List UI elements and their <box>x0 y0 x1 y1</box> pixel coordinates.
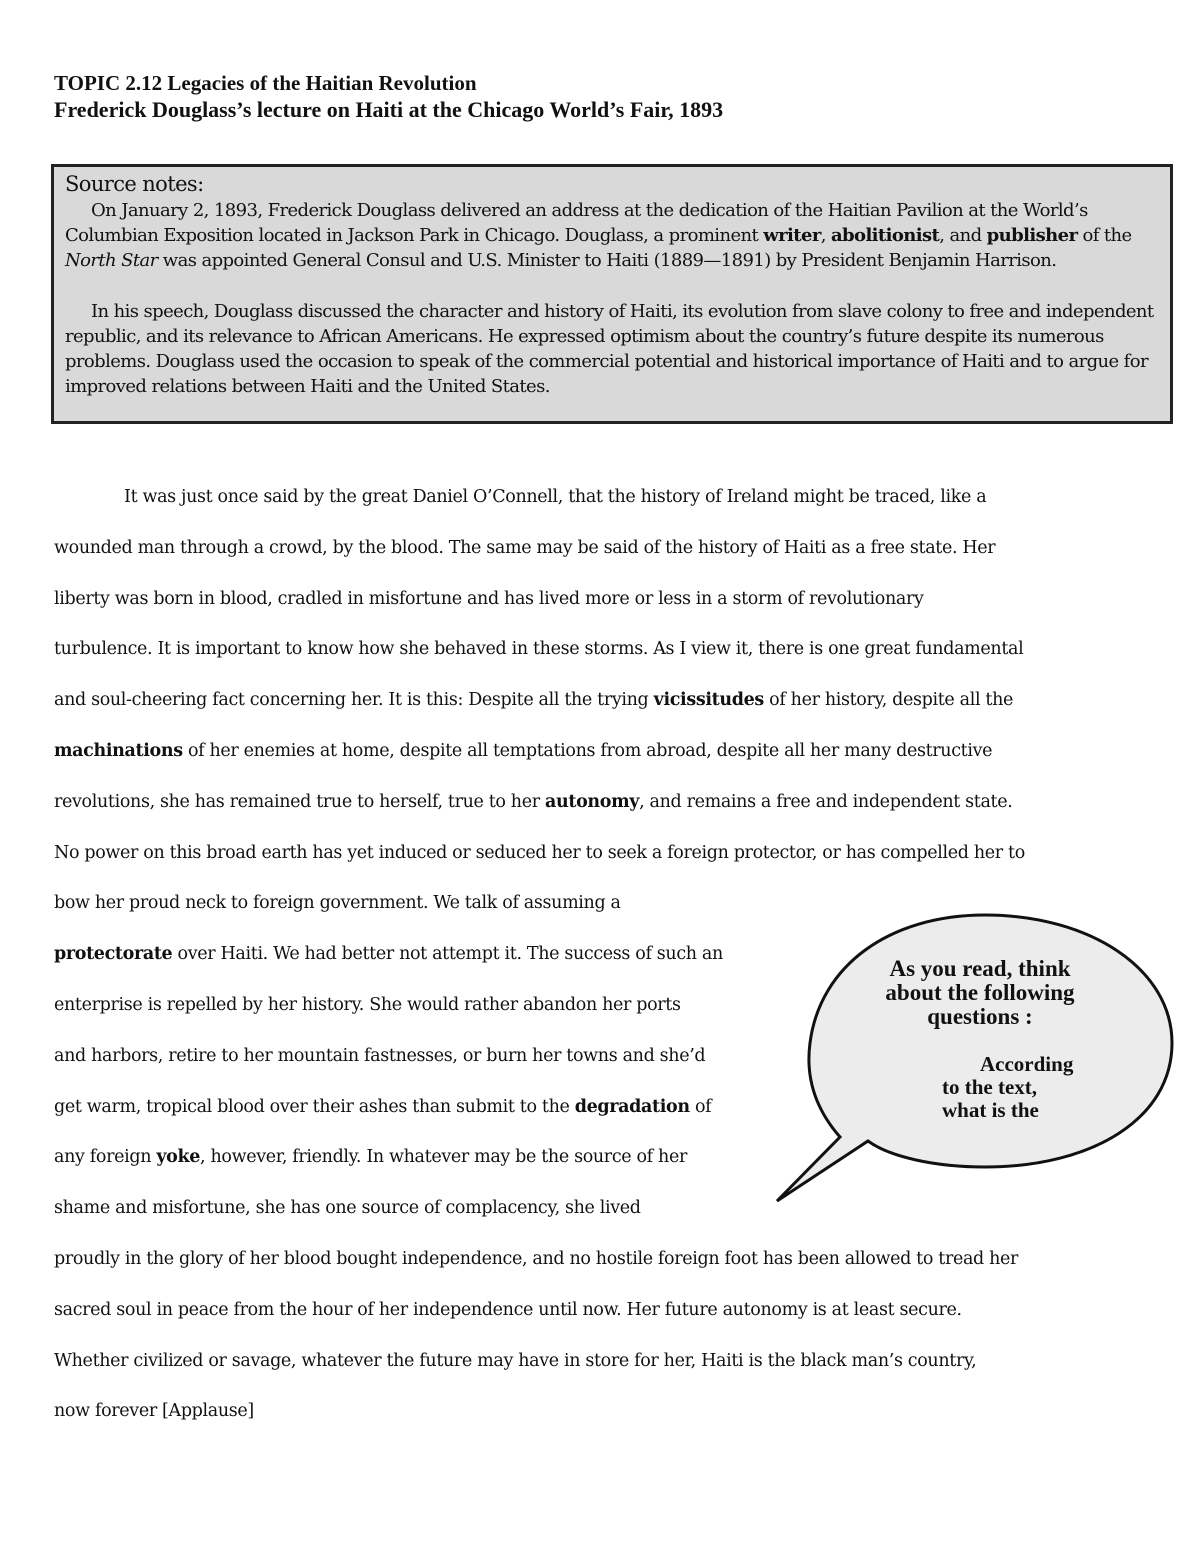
source-notes-heading: Source notes: <box>65 172 204 196</box>
speech-bubble-callout <box>770 905 1190 1205</box>
speech-text-run: revolutions, she has remained true to herself, true to her <box>54 791 545 812</box>
callout-heading <box>830 957 1130 1029</box>
speech-text-run: any foreign <box>54 1147 157 1168</box>
term-writer: writer <box>763 225 821 246</box>
callout-line: As you read, think <box>889 956 1071 981</box>
callout-question-line: According <box>980 1052 1074 1076</box>
callout-line: about the following <box>885 980 1075 1005</box>
speech-text-run: of her history, despite all the <box>763 690 1014 711</box>
topic-title: TOPIC 2.12 Legacies of the Haitian Revolution <box>54 71 477 95</box>
speech-line: now forever [Applause] <box>54 1401 254 1422</box>
speech-line: and harbors, retire to her mountain fastnesses, or burn her towns and she’d <box>54 1045 706 1066</box>
notes-text: On January 2, 1893, Frederick Douglass delivered an address at the dedication of the Haitian Pavilion at the World’s Columbian Exposition located in Jackson Park in Chicago. Douglass, a prominent <box>65 200 1088 246</box>
speech-line: It was just once said by the great Daniel O’Connell, that the history of Ireland might be traced, like a <box>124 487 987 507</box>
term-degradation: degradation <box>574 1096 690 1117</box>
term-vicissitudes: vicissitudes <box>653 690 764 711</box>
notes-text: , <box>820 225 831 246</box>
speech-line: shame and misfortune, she has one source of complacency, she lived <box>54 1198 641 1219</box>
notes-text: , and <box>939 225 987 246</box>
speech-text-run: , however, friendly. In whatever may be the source of her <box>200 1147 687 1168</box>
callout-question-line: to the text, <box>942 1075 1038 1099</box>
callout-question <box>942 1053 1102 1122</box>
term-publisher: publisher <box>986 225 1078 246</box>
speech-text-run: , and remains a free and independent state. <box>639 791 1013 812</box>
speech-line: bow her proud neck to foreign government. We talk of assuming a <box>54 893 621 914</box>
term-machinations: machinations <box>54 740 183 761</box>
notes-text: was appointed General Consul and U.S. Minister to Haiti (1889—1891) by President Benjamin Harrison. <box>157 250 1057 271</box>
source-notes-paragraph-1 <box>65 198 1160 273</box>
speech-text-run: of <box>689 1096 712 1117</box>
speech-text-run: of her enemies at home, despite all temptations from abroad, despite all her many destructive <box>182 740 993 761</box>
speech-line <box>54 777 1149 828</box>
speech-line: sacred soul in peace from the hour of her independence until now. Her future autonomy is at least secure. <box>54 1299 962 1320</box>
speech-line <box>54 726 1149 777</box>
callout-question-line: what is the <box>942 1098 1039 1122</box>
speech-line: No power on this broad earth has yet induced or seduced her to seek a foreign protector, or has compelled her to <box>54 842 1025 863</box>
speech-text-run: get warm, tropical blood over their ashes than submit to the <box>54 1096 575 1117</box>
header <box>54 70 723 124</box>
speech-line: liberty was born in blood, cradled in misfortune and has lived more or less in a storm of revolutionary <box>54 588 924 609</box>
callout-line: questions : <box>927 1004 1033 1029</box>
speech-text-run: over Haiti. We had better not attempt it. The success of such an <box>172 944 723 965</box>
north-star-title: North Star <box>65 250 158 271</box>
speech-line: wounded man through a crowd, by the blood. The same may be said of the history of Haiti as a free state. Her <box>54 537 996 558</box>
speech-text-run: and soul-cheering fact concerning her. It is this: Despite all the trying <box>54 690 654 711</box>
term-yoke: yoke <box>156 1147 201 1168</box>
speech-line: Whether civilized or savage, whatever the future may have in store for her, Haiti is the black man’s country, <box>54 1350 977 1371</box>
source-notes-box <box>51 164 1173 424</box>
source-notes-paragraph-2: In his speech, Douglass discussed the character and history of Haiti, its evolution from slave colony to free and independent republic, and its relevance to African Americans. He expressed optimism about the country’s future despite its numerous problems. Douglass used the occasion to speak of the commercial potential and historical importance of Haiti and to argue for improved relations between Haiti and the United States. <box>65 301 1154 397</box>
speech-line: proudly in the glory of her blood bought independence, and no hostile foreign foot has been allowed to tread her <box>54 1248 1019 1269</box>
term-autonomy: autonomy <box>544 791 640 812</box>
page-title: Frederick Douglass’s lecture on Haiti at the Chicago World’s Fair, 1893 <box>54 97 724 122</box>
speech-line <box>54 675 1149 726</box>
speech-line: enterprise is repelled by her history. She would rather abandon her ports <box>54 994 681 1015</box>
notes-text: of the <box>1077 225 1132 246</box>
speech-line: turbulence. It is important to know how she behaved in these storms. As I view it, there is one great fundamental <box>54 639 1024 660</box>
term-abolitionist: abolitionist <box>830 225 940 246</box>
term-protectorate: protectorate <box>54 944 173 965</box>
